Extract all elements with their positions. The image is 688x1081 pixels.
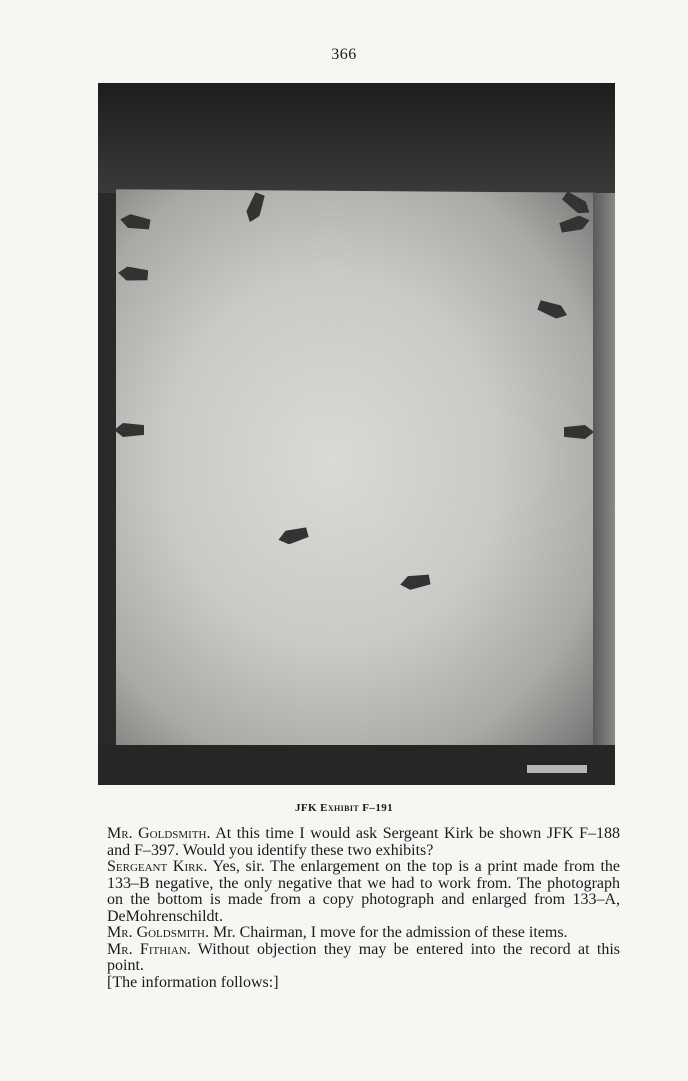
exhibit-photograph xyxy=(98,83,615,785)
caption-exhibit-id: F–191 xyxy=(362,802,394,814)
testimony-paragraph xyxy=(107,942,620,975)
speaker-name: Mr. Goldsmith. xyxy=(107,825,211,842)
exhibit-caption xyxy=(0,802,688,814)
testimony-paragraph xyxy=(107,925,620,942)
statement-text: At this time I would ask Sergeant Kirk be shown JFK F–188 and F–397. Would you identify these two exhibits? xyxy=(107,825,620,859)
testimony-paragraph xyxy=(107,859,620,925)
photo-top-shadow xyxy=(98,83,615,193)
speaker-name: Mr. Goldsmith. xyxy=(107,924,209,941)
statement-text: [The information follows:] xyxy=(107,973,279,991)
statement-text: Mr. Chairman, I move for the admission of these items. xyxy=(208,924,568,941)
testimony-paragraph xyxy=(107,975,620,992)
caption-exhibit-word: Exhibit xyxy=(320,802,360,814)
page-number: 366 xyxy=(331,46,357,63)
photo-scale-label xyxy=(527,765,587,773)
photo-board xyxy=(116,189,596,757)
photo-right-edge xyxy=(593,193,615,785)
statement-text: Without objection they may be entered into the record at this point. xyxy=(107,940,621,974)
speaker-name: Mr. Fithian. xyxy=(107,940,191,958)
speaker-name: Sergeant Kirk. xyxy=(107,858,208,875)
caption-prefix: JFK xyxy=(294,802,317,814)
testimony-paragraph xyxy=(107,826,620,859)
statement-text: Yes, sir. The enlargement on the top is a print made from the 133–B negative, the only negative that we had to work from. The photograph on the bottom is made from a copy photograph and enlarged from 133–A, DeMohrenschildt. xyxy=(107,858,621,925)
testimony-text xyxy=(107,826,620,991)
